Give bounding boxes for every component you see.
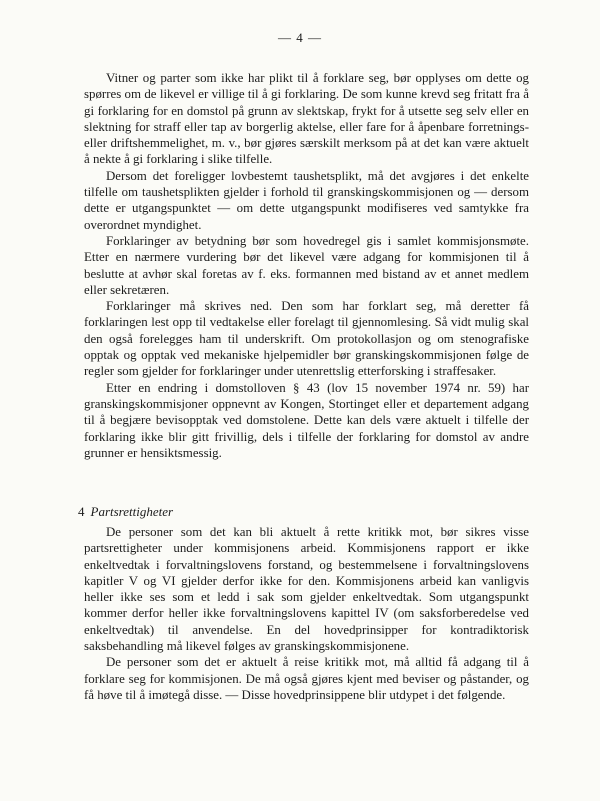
section-title: Partsrettigheter [90,504,174,519]
paragraph-party-rights: De personer som det kan bli aktuelt å rette kritikk mot, bør sikres visse partsrettigheter under kommisjonens arbeid. Kommisjonens rapport er ikke enkeltvedtak i forvaltningslovens forstand, og bestemmelsene i forvaltningslovens kapitler V og VI gjelder derfor ikke for den. Kommisjonens arbeid kan vanligvis heller ikke ses som et ledd i sak som gjelder enkeltvedtak. Som utgangspunkt kommer derfor heller ikke forvaltningslovens kapittel IV (om saksforberedelse ved enkeltvedtak) til anvendelse. En del hovedprinsipper for kontradiktorisk saksbehandling må likevel følges av granskingskommisjonene. [84,525,529,654]
page-number: — 4 — [278,30,322,45]
paragraph-court-evidence: Etter en endring i domstolloven § 43 (lov 15 november 1974 nr. 59) har granskingskommisjoner oppnevnt av Kongen, Stortinget eller et departement adgang til å begjære bevisopptak ved domstolene. Dette kan dels være aktuelt i tilfelle der forklaring ikke blir gitt frivillig, dels i tilfelle der forklaring for domstol av andre grunner er hensiktsmessig. [84,380,529,460]
paragraph-principles: De personer som det er aktuelt å reise kritikk mot, må alltid få adgang til å forklare seg for kommisjonen. De må også gjøres kjent med beviser og påstander, og få høve til å imøtegå disse. — Disse hovedprinsippene blir utdypet i det følgende. [84,655,529,702]
paragraph-recording: Forklaringer må skrives ned. Den som har forklart seg, må deretter få forklaringen lest opp til vedtakelse eller forelagt til gjennomlesing. Så vidt mulig skal den også forelegges ham til underskrift. Om protokollasjon og om stenografiske opptak og opptak ved mekaniske hjelpemidler bør granskingskommisjonen følge de regler som gjelder for forklaringer under utenrettslig etterforsking i straffesaker. [84,299,529,379]
body-text [84,70,529,461]
paragraph-confidentiality: Dersom det foreligger lovbestemt taushetsplikt, må det avgjøres i det enkelte tilfelle om taushetsplikten gjelder i forhold til granskingskommisjonen og — dersom dette er utgangspunktet — om dette utgangspunkt modifiseres ved samtykke fra overordnet myndighet. [84,168,529,232]
paragraph-witnesses: Vitner og parter som ikke har plikt til å forklare seg, bør opplyses om dette og spørres om de likevel er villige til å gi forklaring. De som kunne krevd seg fritatt fra å gi forklaring for en domstol på grunn av slektskap, frykt for å utsette seg selv eller en slektning for straff eller tap av borgerlig aktelse, eller fare for å åpenbare forretnings- eller driftshemmelighet, m. v., bør gjøres særskilt merksom på at det kan være aktuelt å nekte å gi forklaring i slike tilfelle. [84,71,529,167]
paragraph-hearings: Forklaringer av betydning bør som hovedregel gis i samlet kommisjonsmøte. Etter en nærmere vurdering bør det likevel være adgang for kommisjonen til å beslutte at avhør skal foretas av f. eks. formannen med bistand av et annet medlem eller sekretæren. [84,233,529,297]
section-number: 4 [78,504,85,519]
section-partsrettigheter [78,503,529,703]
section-heading [78,503,529,520]
